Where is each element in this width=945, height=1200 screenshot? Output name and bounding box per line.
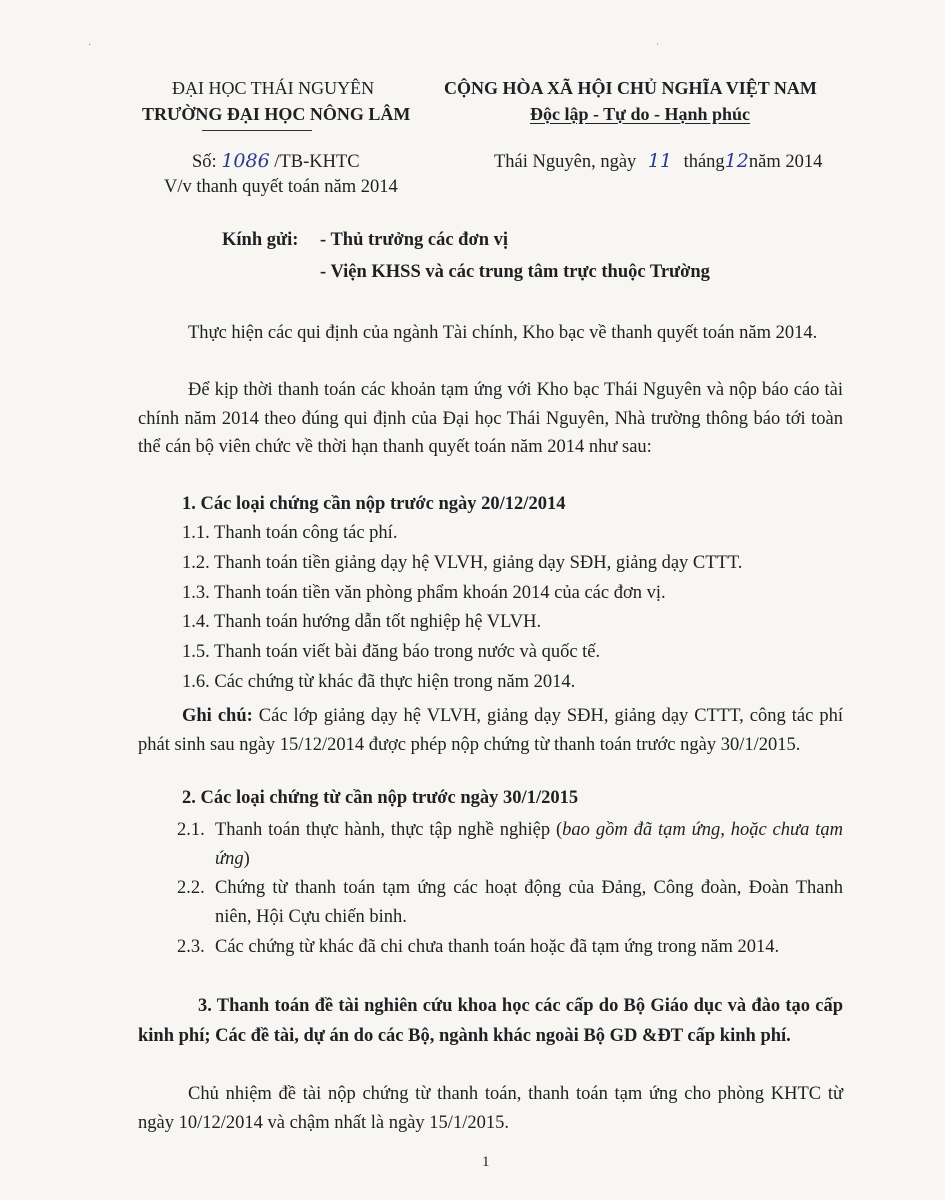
scan-speck: · xyxy=(88,40,92,51)
recipient-1: - Thủ trưởng các đơn vị xyxy=(320,230,509,250)
scan-speck: ˈ xyxy=(656,42,660,53)
date-month-label: tháng xyxy=(683,152,725,172)
doc-number-prefix: Số: xyxy=(192,152,217,172)
section-1-item: 1.6. Các chứng từ khác đã thực hiện trong năm 2014. xyxy=(182,672,576,692)
page-number: 1 xyxy=(482,1154,490,1170)
intro-paragraph-2 xyxy=(138,376,843,462)
section-1-item: 1.5. Thanh toán viết bài đăng báo trong nước và quốc tế. xyxy=(182,642,601,662)
section-2-item-1 xyxy=(177,816,844,873)
recipient-2: - Viện KHSS và các trung tâm trực thuộc Trường xyxy=(320,262,710,282)
intro-paragraph-1 xyxy=(138,319,843,348)
section-3-paragraph xyxy=(138,1080,843,1137)
date-month-handwritten: 12 xyxy=(724,150,749,172)
item-italic-text: bao gồm đã tạm ứng, hoặc chưa tạm ứng xyxy=(215,820,844,869)
item-number: 2.1. xyxy=(177,820,205,840)
country-name: CỘNG HÒA XÃ HỘI CHỦ NGHĨA VIỆT NAM xyxy=(444,78,817,98)
item-text: Thanh toán thực hành, thực tập nghề nghiệp ( xyxy=(215,820,563,840)
section-2-heading: 2. Các loại chứng từ cần nộp trước ngày 30/1/2015 xyxy=(182,788,579,808)
item-text-end: ) xyxy=(243,848,250,869)
section-1-item: 1.3. Thanh toán tiền văn phòng phẩm khoán 2014 của các đơn vị. xyxy=(182,583,666,603)
section-1-item: 1.1. Thanh toán công tác phí. xyxy=(182,523,398,543)
date-place: Thái Nguyên, ngày xyxy=(494,152,637,172)
date-year: năm 2014 xyxy=(748,152,823,172)
section-1-item: 1.2. Thanh toán tiền giảng dạy hệ VLVH, giảng dạy SĐH, giảng dạy CTTT. xyxy=(182,553,743,573)
note-label: Ghi chú: xyxy=(182,706,253,726)
intro-paragraph-2-text: Để kịp thời thanh toán các khoản tạm ứng với Kho bạc Thái Nguyên và nộp báo cáo tài chính năm 2014 theo đúng qui định của Đại học Thái Nguyên, Nhà trường thông báo tới toàn thể cán bộ viên chức về thời hạn thanh quyết toán năm 2014 như sau: xyxy=(138,380,843,457)
item-number: 2.2. xyxy=(177,878,205,898)
doc-number-handwritten: 1086 xyxy=(221,150,270,172)
intro-paragraph-1-text: Thực hiện các qui định của ngành Tài chính, Kho bạc về thanh quyết toán năm 2014. xyxy=(188,323,818,343)
item-text: Chứng từ thanh toán tạm ứng các hoạt động của Đảng, Công đoàn, Đoàn Thanh niên, Hội Cựu chiến binh. xyxy=(215,878,843,927)
section-3-paragraph-text: Chủ nhiệm đề tài nộp chứng từ thanh toán, thanh toán tạm ứng cho phòng KHTC từ ngày 10/12/2014 và chậm nhất là ngày 15/1/2015. xyxy=(138,1084,843,1133)
section-1-item: 1.4. Thanh toán hướng dẫn tốt nghiệp hệ VLVH. xyxy=(182,612,542,632)
recipients-label: Kính gửi: xyxy=(222,230,299,250)
university-name: ĐẠI HỌC THÁI NGUYÊN xyxy=(172,78,375,98)
date-line xyxy=(494,150,822,173)
section-3-heading-text: 3. Thanh toán đề tài nghiên cứu khoa học các cấp do Bộ Giáo dục và đào tạo cấp kinh phí; Các đề tài, dự án do các Bộ, ngành khác ngoài Bộ GD &ĐT cấp kinh phí. xyxy=(138,996,843,1046)
section-1-heading: 1. Các loại chứng cần nộp trước ngày 20/12/2014 xyxy=(182,494,566,514)
header-left-rule xyxy=(202,130,312,131)
section-2-item-3 xyxy=(177,933,843,962)
item-text: Các chứng từ khác đã chi chưa thanh toán hoặc đã tạm ứng trong năm 2014. xyxy=(215,937,780,957)
note-text: Các lớp giảng dạy hệ VLVH, giảng dạy SĐH, giảng dạy CTTT, công tác phí phát sinh sau ngày 15/12/2014 được phép nộp chứng từ thanh toán trước ngày 30/1/2015. xyxy=(138,706,843,755)
date-day-handwritten: 11 xyxy=(647,150,673,172)
subject-line: V/v thanh quyết toán năm 2014 xyxy=(164,177,398,197)
doc-number-suffix: /TB-KHTC xyxy=(274,152,360,172)
section-2-item-2 xyxy=(177,874,843,931)
section-3-heading xyxy=(138,991,843,1051)
section-1-note xyxy=(138,702,843,759)
school-name: TRƯỜNG ĐẠI HỌC NÔNG LÂM xyxy=(142,104,411,124)
item-number: 2.3. xyxy=(177,937,205,957)
doc-number xyxy=(192,150,360,173)
motto: Độc lập - Tự do - Hạnh phúc xyxy=(530,104,751,124)
